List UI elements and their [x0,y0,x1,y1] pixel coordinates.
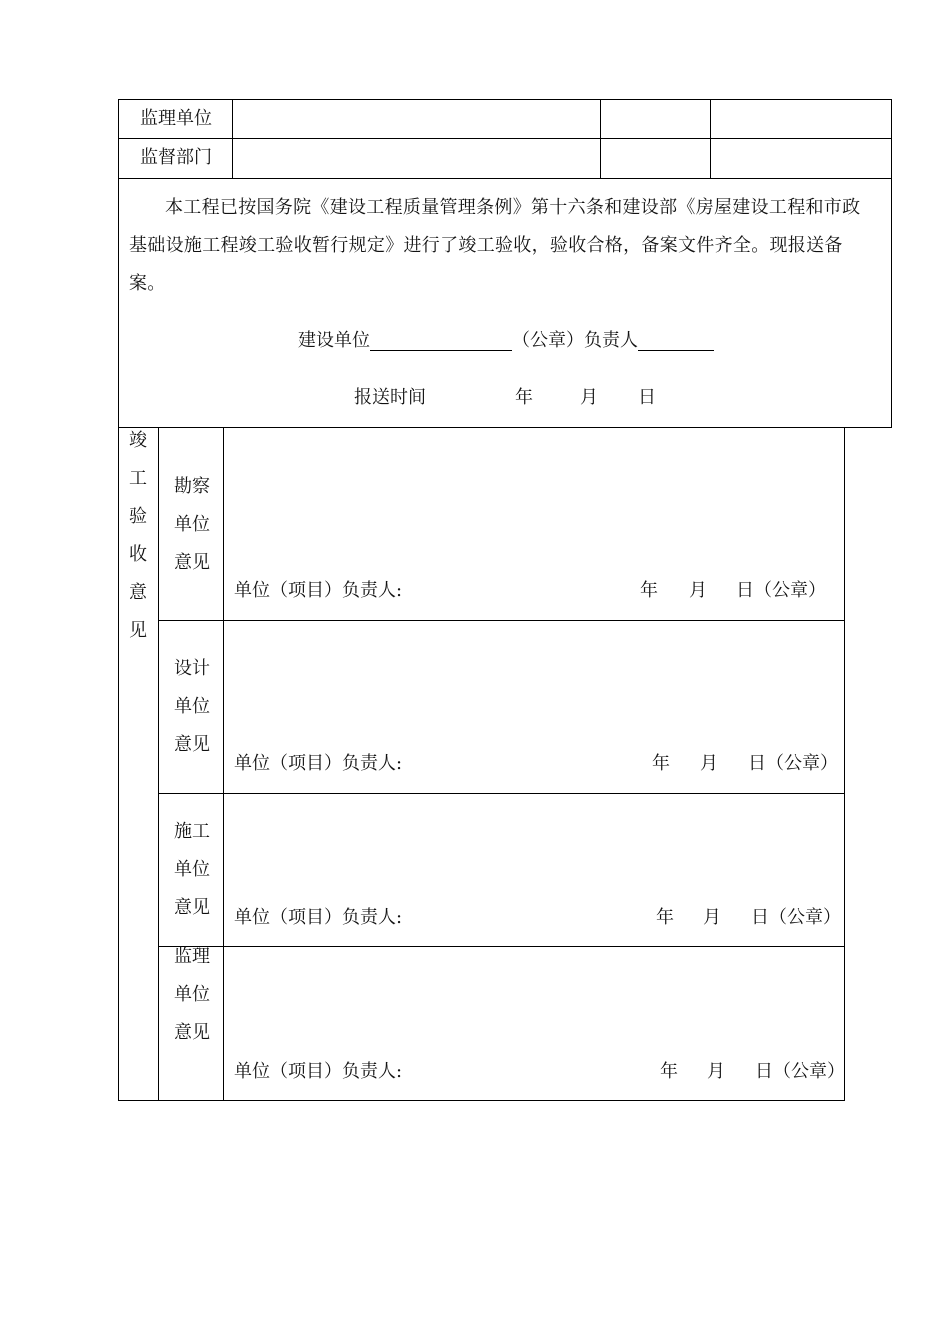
design-year: 年 [652,753,670,774]
section-divider-2 [158,793,845,794]
right-border-top [891,99,892,428]
side-col-divider [158,427,159,1101]
survey-month: 月 [689,580,707,601]
construction-sign-label: 单位（项目）负责人: [234,907,403,928]
builder-blank[interactable] [370,332,512,351]
row-divider-1 [118,138,892,139]
survey-sign-label: 单位（项目）负责人: [234,580,403,601]
report-year-label: 年 [515,387,533,408]
survey-day-seal: 日（公章） [736,580,826,601]
acceptance-bottom-border [118,1100,845,1101]
supervision-month: 月 [707,1061,725,1082]
supervision-year: 年 [660,1061,678,1082]
builder-label: 建设单位 [298,330,370,351]
statement-bottom-border [118,427,892,428]
construction-year: 年 [656,907,674,928]
builder-signature-line [298,331,714,351]
design-month: 月 [700,753,718,774]
survey-unit-label: 勘察 单位 意见 [174,476,210,573]
supervision-unit-label: 监理单位 [140,108,212,129]
supervision-sign-label: 单位（项目）负责人: [234,1061,403,1082]
top-border [118,99,892,100]
col-divider-2 [600,99,601,179]
construction-month: 月 [703,907,721,928]
label-col-divider [232,99,233,179]
section-divider-1 [158,620,845,621]
supervision-department-label: 监督部门 [140,147,212,168]
row-divider-2 [118,178,892,179]
responsible-blank[interactable] [638,332,714,351]
statement-paragraph: 本工程已按国务院《建设工程质量管理条例》第十六条和建设部《房屋建设工程和市政基础设施工程竣工验收暂行规定》进行了竣工验收，验收合格，备案文件齐全。现报送备案。 [129,197,861,294]
report-month-label: 月 [580,387,598,408]
left-border [118,99,119,1101]
acceptance-side-label: 竣工验收意见 [129,430,147,641]
unit-col-divider [223,427,224,1101]
construction-day-seal: 日（公章） [751,907,841,928]
design-day-seal: 日（公章） [748,753,838,774]
construction-unit-label: 施工 单位 意见 [174,821,210,918]
col-divider-3 [710,99,711,179]
design-unit-label: 设计 单位 意见 [174,658,210,755]
design-sign-label: 单位（项目）负责人: [234,753,403,774]
seal-label: （公章）负责人 [512,330,638,351]
section-divider-3 [158,946,845,947]
supervision-opinion-label: 监理 单位 意见 [174,946,210,1043]
report-time-label: 报送时间 [354,387,426,408]
report-day-label: 日 [638,387,656,408]
survey-year: 年 [640,580,658,601]
acceptance-right-border [844,427,845,1101]
supervision-day-seal: 日（公章） [755,1061,845,1082]
